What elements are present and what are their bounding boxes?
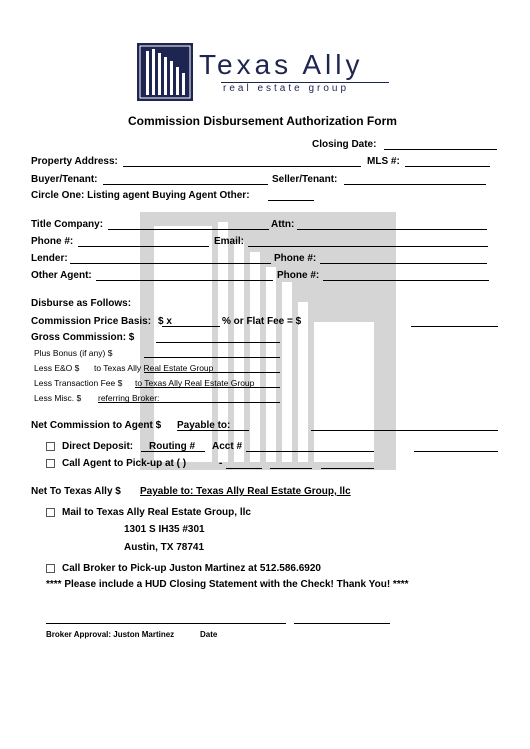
email-label: Email: (214, 236, 245, 247)
logo-tagline: real estate group (223, 83, 350, 94)
title-company-field[interactable] (108, 229, 269, 230)
pct-or-flat: % or Flat Fee = $ (222, 316, 302, 327)
buyer-tenant-field[interactable] (103, 184, 268, 185)
referring-broker-field[interactable] (98, 402, 280, 403)
mls-label: MLS #: (367, 156, 400, 167)
logo (137, 43, 399, 103)
date-line[interactable] (294, 623, 390, 624)
other-agent-phone-label: Phone #: (277, 270, 320, 281)
property-address-field[interactable] (123, 166, 361, 167)
form-title: Commission Disbursement Authorization Form (128, 114, 397, 128)
lender-phone-label: Phone #: (274, 253, 317, 264)
less-eo-label: Less E&O $ (34, 363, 80, 373)
acct-field[interactable] (246, 451, 374, 452)
net-commission-label: Net Commission to Agent $ (31, 420, 162, 431)
dollar-x: $ x (158, 316, 172, 327)
payable-to-label: Payable to: (177, 420, 231, 431)
phone-label: Phone #: (31, 236, 74, 247)
call-broker-checkbox[interactable] (46, 564, 55, 573)
watermark-logo (140, 212, 396, 470)
call-agent-checkbox[interactable] (46, 459, 55, 468)
plus-bonus-label: Plus Bonus (if any) $ (34, 348, 113, 358)
less-transaction-fee-field[interactable] (135, 387, 280, 388)
seller-tenant-label: Seller/Tenant: (272, 174, 338, 185)
address-line2: Austin, TX 78741 (124, 542, 205, 553)
routing-label: Routing # (149, 441, 196, 452)
less-misc-label: Less Misc. $ (34, 393, 82, 403)
referring-broker-label: referring Broker: (98, 393, 160, 403)
acct-label: Acct # (212, 441, 243, 452)
less-transaction-fee-to: to Texas Ally Real Estate Group (135, 378, 255, 388)
commission-price-basis-label: Commission Price Basis: (31, 316, 152, 327)
logo-mark-icon (137, 43, 193, 101)
phone-dash: - (219, 458, 223, 469)
other-agent-field[interactable] (96, 280, 273, 281)
phone-field[interactable] (78, 246, 209, 247)
mail-to-checkbox[interactable] (46, 508, 55, 517)
other-field[interactable] (268, 200, 314, 201)
logo-name: Texas Ally (199, 49, 364, 80)
other-agent-phone-field[interactable] (323, 280, 489, 281)
broker-approval-label: Broker Approval: Juston Martinez (46, 630, 175, 639)
mls-field[interactable] (405, 166, 490, 167)
other-agent-label: Other Agent: (31, 270, 92, 281)
attn-label: Attn: (271, 219, 295, 230)
circle-one: Circle One: Listing agent Buying Agent Other: (31, 190, 250, 201)
call-agent-label: Call Agent to Pick-up at ( ) (62, 458, 187, 469)
net-to-ally-label: Net To Texas Ally $ (31, 486, 121, 497)
lender-phone-field[interactable] (320, 263, 487, 264)
email-field[interactable] (248, 246, 488, 247)
closing-date-label: Closing Date: (312, 139, 377, 150)
less-transaction-fee-label: Less Transaction Fee $ (34, 378, 123, 388)
extra-field[interactable] (414, 451, 498, 452)
mail-to-label: Mail to Texas Ally Real Estate Group, llc (62, 507, 251, 518)
call-broker-label: Call Broker to Pick-up Juston Martinez at 512.586.6920 (62, 563, 321, 574)
call-agent-phone-c[interactable] (321, 468, 374, 469)
seller-tenant-field[interactable] (344, 184, 486, 185)
address-line1: 1301 S IH35 #301 (124, 524, 205, 535)
direct-deposit-label: Direct Deposit: (62, 441, 134, 452)
lender-field[interactable] (70, 263, 271, 264)
property-address-label: Property Address: (31, 156, 118, 167)
closing-date-field[interactable] (384, 149, 497, 150)
routing-field[interactable] (141, 451, 205, 452)
payable-to-field[interactable] (177, 430, 249, 431)
payable-to-ally: Payable to: Texas Ally Real Estate Group, llc (140, 486, 351, 497)
call-agent-phone-b[interactable] (270, 468, 312, 469)
disburse-heading: Disburse as Follows: (31, 298, 132, 309)
call-agent-phone-a[interactable] (226, 468, 262, 469)
broker-signature-line[interactable] (46, 623, 286, 624)
buyer-tenant-label: Buyer/Tenant: (31, 174, 98, 185)
title-company-label: Title Company: (31, 219, 104, 230)
flat-fee-field[interactable] (411, 326, 498, 327)
attn-field[interactable] (297, 229, 487, 230)
less-eo-to: to Texas Ally Real Estate Group (94, 363, 214, 373)
direct-deposit-checkbox[interactable] (46, 442, 55, 451)
net-commission-field[interactable] (311, 430, 498, 431)
gross-commission-field[interactable] (156, 342, 280, 343)
lender-label: Lender: (31, 253, 68, 264)
plus-bonus-field[interactable] (144, 357, 280, 358)
date-label: Date (200, 630, 218, 639)
gross-commission-label: Gross Commission: $ (31, 332, 135, 343)
hud-note: **** Please include a HUD Closing Statement with the Check! Thank You! **** (46, 579, 409, 590)
less-eo-field[interactable] (144, 372, 280, 373)
price-basis-field[interactable] (162, 326, 220, 327)
